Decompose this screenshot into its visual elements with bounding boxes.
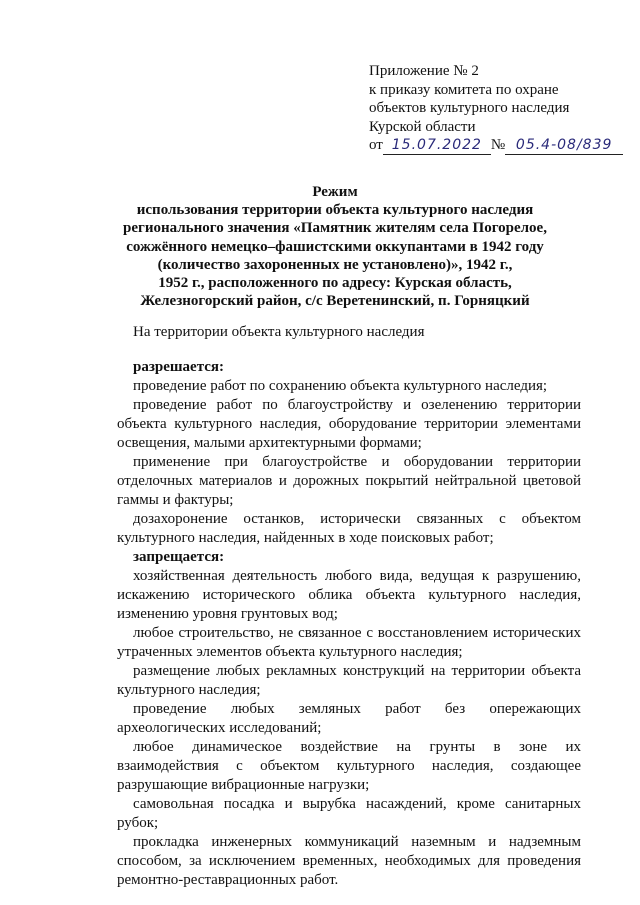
- appendix-order-ref: к приказу комитета по охране: [369, 81, 559, 98]
- from-label: от: [369, 137, 383, 153]
- prohibited-item: проведение любых земляных работ без опережающих археологических исследований;: [117, 701, 581, 736]
- title-line: использования территории объекта культурного наследия: [136, 202, 534, 219]
- title-line: Режим: [312, 184, 358, 200]
- appendix-header: [369, 62, 623, 155]
- intro-text: На территории объекта культурного наследия: [133, 324, 425, 340]
- appendix-region: Курской области: [369, 118, 476, 135]
- prohibited-item: любое динамическое воздействие на грунты в зоне их взаимодействия с объектом культурного наследия, создающее разрушающие вибрационные нагрузки;: [117, 739, 581, 793]
- allowed-item: дозахоронение останков, исторически связанных с объектом культурного наследия, найденных в ходе поисковых работ;: [117, 511, 581, 546]
- prohibited-item: прокладка инженерных коммуникаций наземным и надземным способом, за исключением временных, необходимых для проведения ремонтно-реставрационных работ.: [117, 834, 581, 888]
- prohibited-item: любое строительство, не связанное с восстановлением исторических утраченных элементов объекта культурного наследия;: [117, 625, 581, 660]
- title-line: (количество захороненных не установлено)», 1942 г.,: [157, 256, 513, 273]
- prohibited-heading: запрещается:: [133, 549, 225, 565]
- title-line: сожжённого немецко–фашистскими оккупантами в 1942 году: [126, 238, 544, 255]
- appendix-date-number-line: [369, 136, 623, 155]
- allowed-item: проведение работ по благоустройству и озеленению территории объекта культурного наследия, оборудование территории элементами освещения, малыми архитектурными формами;: [117, 397, 581, 451]
- allowed-item: проведение работ по сохранению объекта культурного наследия;: [133, 378, 548, 394]
- document-body: [117, 318, 581, 890]
- prohibited-item: хозяйственная деятельность любого вида, ведущая к разрушению, искажению исторического облика объекта культурного наследия, изменению уровня грунтовых вод;: [117, 568, 581, 622]
- appendix-number: Приложение № 2: [369, 63, 479, 79]
- handwritten-date: 15.07.2022: [383, 138, 491, 155]
- allowed-item: применение при благоустройстве и оборудовании территории отделочных материалов и дорожных покрытий нейтральной цветовой гаммы и фактуры;: [117, 454, 581, 508]
- handwritten-number: 05.4-08/839: [505, 138, 623, 155]
- document-title: [110, 183, 560, 310]
- number-label: №: [490, 137, 506, 153]
- prohibited-item: самовольная посадка и вырубка насаждений, кроме санитарных рубок;: [117, 796, 581, 831]
- appendix-committee: объектов культурного наследия: [369, 100, 570, 116]
- title-line: Железногорский район, с/с Веретенинский, п. Горняцкий: [140, 293, 530, 310]
- prohibited-item: размещение любых рекламных конструкций на территории объекта культурного наследия;: [117, 663, 581, 698]
- allowed-heading: разрешается:: [133, 359, 225, 375]
- title-line: 1952 г., расположенного по адресу: Курская область,: [158, 275, 512, 292]
- title-line: регионального значения «Памятник жителям села Погорелое,: [123, 220, 547, 237]
